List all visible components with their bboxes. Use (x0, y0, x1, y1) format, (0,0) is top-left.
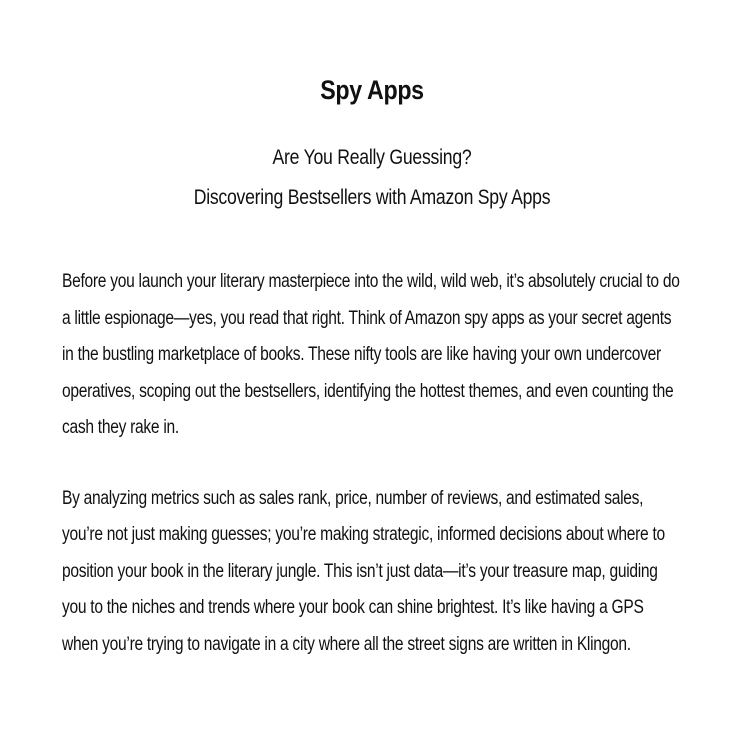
paragraph-1: Before you launch your literary masterpiece into the wild, wild web, it’s absolutely crucial to do a little espionage—yes, you read that right. Think of Amazon spy apps as your secret agents in the bustling marketplace of books. These nifty tools are like having your own undercover operatives, scoping out the bestsellers, identifying the hottest themes, and even counting the cash they rake in. (62, 271, 680, 438)
page-subtitle (112, 138, 633, 218)
subtitle-line-2: Discovering Bestsellers with Amazon Spy Apps (193, 186, 551, 209)
page-title: Spy Apps (320, 75, 424, 105)
subtitle-line-1: Are You Really Guessing? (272, 146, 472, 169)
article-body (62, 264, 682, 663)
paragraph-2: By analyzing metrics such as sales rank, price, number of reviews, and estimated sales, you’re not just making guesses; you’re making strategic, informed decisions about where to position your book in the literary jungle. This isn’t just data—it’s your treasure map, guiding you to the niches and trends where your book can shine brightest. It’s like having a GPS when you’re trying to navigate in a city where all the street signs are written in Klingon. (62, 487, 665, 655)
